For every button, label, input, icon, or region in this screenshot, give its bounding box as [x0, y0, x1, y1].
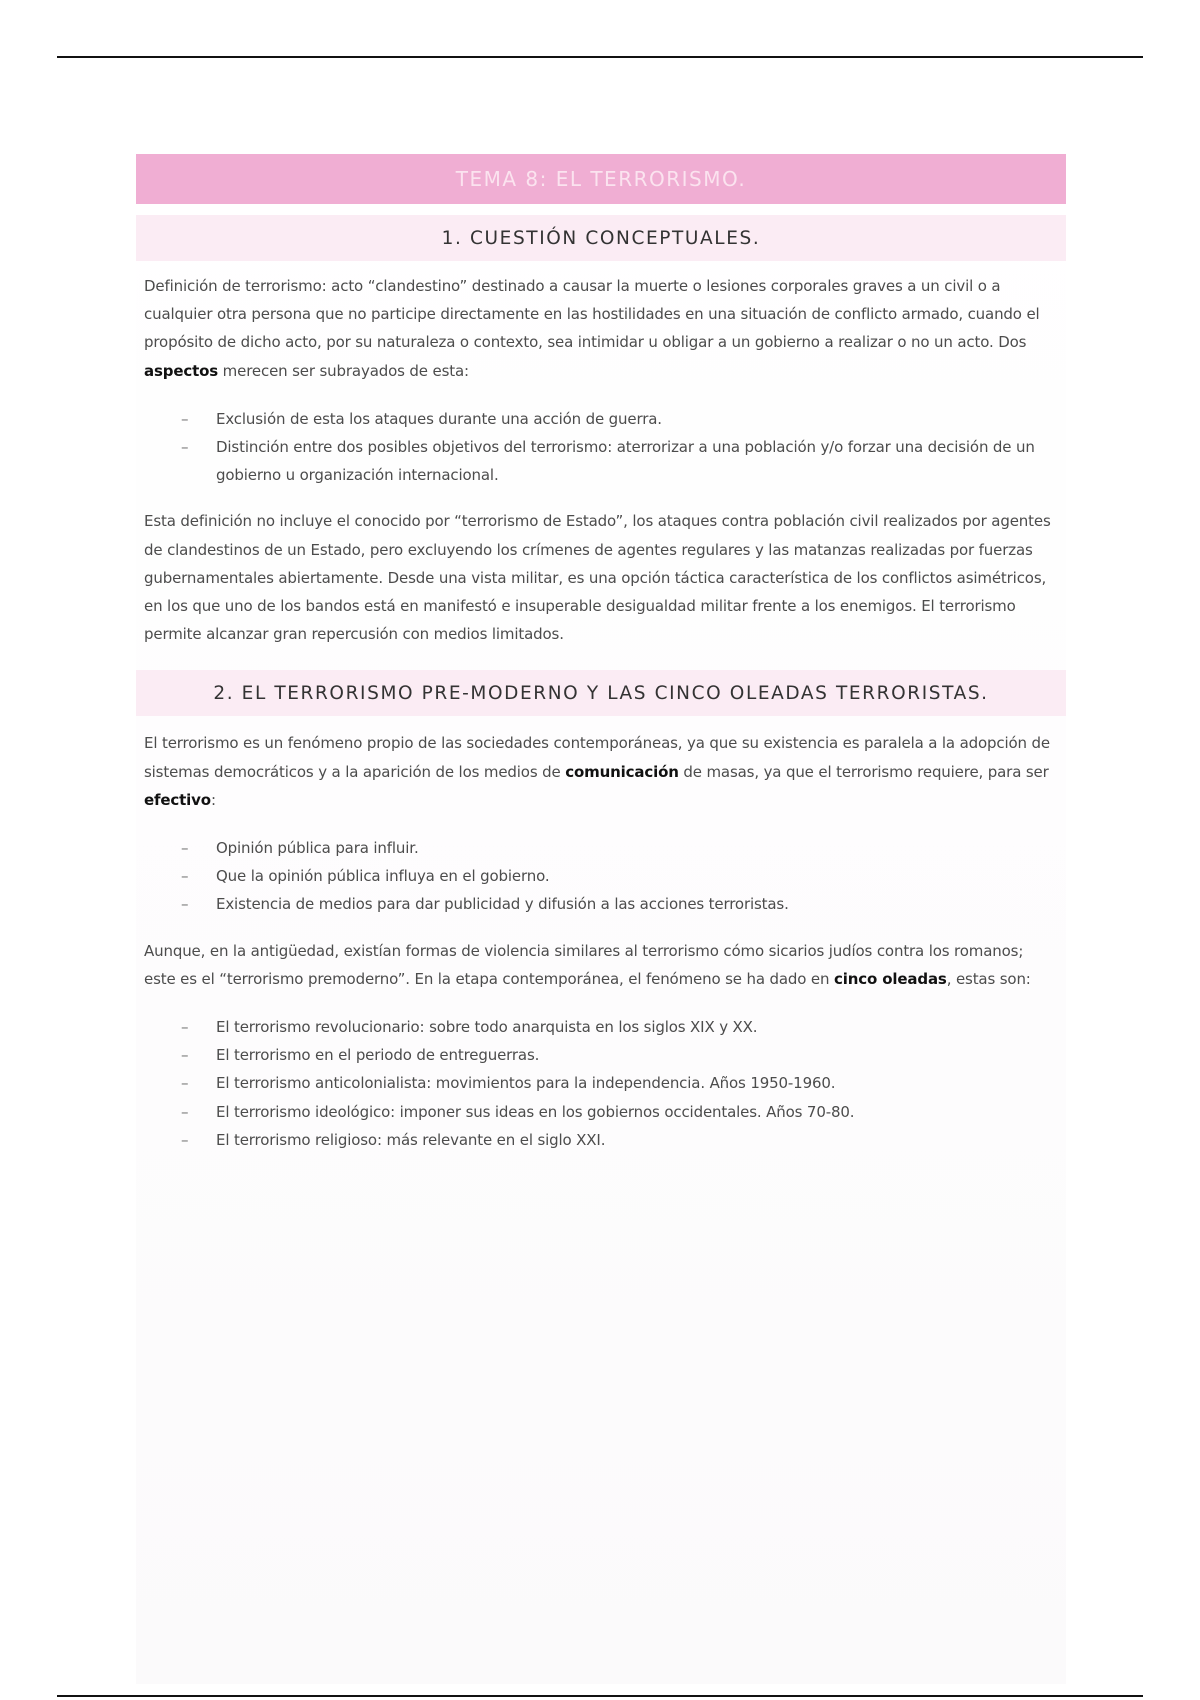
waves-list [136, 1013, 1066, 1154]
paragraph-text: de masas, ya que el terrorismo requiere, para ser [678, 762, 1049, 781]
list-item: – El terrorismo anticolonialista: movimientos para la independencia. Años 1950-1960. [136, 1069, 1066, 1097]
paragraph-text: : [210, 790, 216, 809]
section-heading-1-text: 1. CUESTIÓN CONCEPTUALES. [441, 227, 761, 249]
paragraph-text: merecen ser subrayados de esta: [218, 361, 469, 380]
top-rule [57, 56, 1143, 58]
list-item: – Opinión pública para influir. [136, 834, 1066, 862]
document-page [136, 154, 1066, 1684]
paragraph-premodern [136, 937, 1066, 993]
document-title-text: TEMA 8: EL TERRORISMO. [455, 167, 747, 191]
list-item: – Existencia de medios para dar publicidad y difusión a las acciones terroristas. [136, 890, 1066, 918]
paragraph-text: Definición de terrorismo: acto “clandestino” destinado a causar la muerte o lesiones corporales graves a un civil o a cualquier otra persona que no participe directamente en las hostilidades en una situación de conflicto armado, cuando el propósito de dicho acto, por su naturaleza o contexto, sea intimidar u obligar a un gobierno a realizar o no un acto. Dos [144, 277, 1040, 352]
bottom-rule [57, 1695, 1143, 1697]
list-item: – El terrorismo en el periodo de entreguerras. [136, 1041, 1066, 1069]
section-heading-2-text: 2. EL TERRORISMO PRE-MODERNO Y LAS CINCO OLEADAS TERRORISTAS. [213, 682, 989, 704]
list-item: – Que la opinión pública influya en el gobierno. [136, 862, 1066, 890]
paragraph-contemporary [136, 729, 1066, 814]
document-title [136, 154, 1066, 204]
requirements-list [136, 834, 1066, 919]
aspects-list [136, 405, 1066, 490]
bold-term: comunicación [565, 762, 679, 781]
bold-term: aspectos [144, 361, 219, 380]
list-item: – Distinción entre dos posibles objetivos del terrorismo: aterrorizar a una población y/o forzar una decisión de un gobierno u organización internacional. [136, 433, 1066, 489]
paragraph-definition [136, 272, 1066, 385]
paragraph-text: El terrorismo es un fenómeno propio de las sociedades contemporáneas, ya que su existencia es paralela a la adopción de sistemas democráticos y a la aparición de los medios de [144, 734, 1050, 781]
list-item: – El terrorismo ideológico: imponer sus ideas en los gobiernos occidentales. Años 70-80. [136, 1098, 1066, 1126]
bold-term: efectivo [144, 790, 211, 809]
list-item: – El terrorismo religioso: más relevante en el siglo XXI. [136, 1126, 1066, 1154]
paragraph-text: Aunque, en la antigüedad, existían formas de violencia similares al terrorismo cómo sicarios judíos contra los romanos; este es el “terrorismo premoderno”. En la etapa contemporánea, el fenómeno se ha dado en [144, 941, 1024, 988]
paragraph-text: , estas son: [946, 969, 1031, 988]
paragraph-state-terrorism: Esta definición no incluye el conocido por “terrorismo de Estado”, los ataques contra población civil realizados por agentes de clandestinos de un Estado, pero excluyendo los crímenes de agentes regulares y las matanzas realizadas por fuerzas gubernamentales abiertamente. Desde una vista militar, es una opción táctica característica de los conflictos asimétricos, en los que uno de los bandos está en manifestó e insuperable desigualdad militar frente a los enemigos. El terrorismo permite alcanzar gran repercusión con medios limitados. [144, 512, 1051, 644]
list-item: – El terrorismo revolucionario: sobre todo anarquista en los siglos XIX y XX. [136, 1013, 1066, 1041]
bold-term: cinco oleadas [834, 969, 947, 988]
section-heading-2 [136, 670, 1066, 716]
list-item: – Exclusión de esta los ataques durante una acción de guerra. [136, 405, 1066, 433]
section-heading-1 [136, 215, 1066, 261]
